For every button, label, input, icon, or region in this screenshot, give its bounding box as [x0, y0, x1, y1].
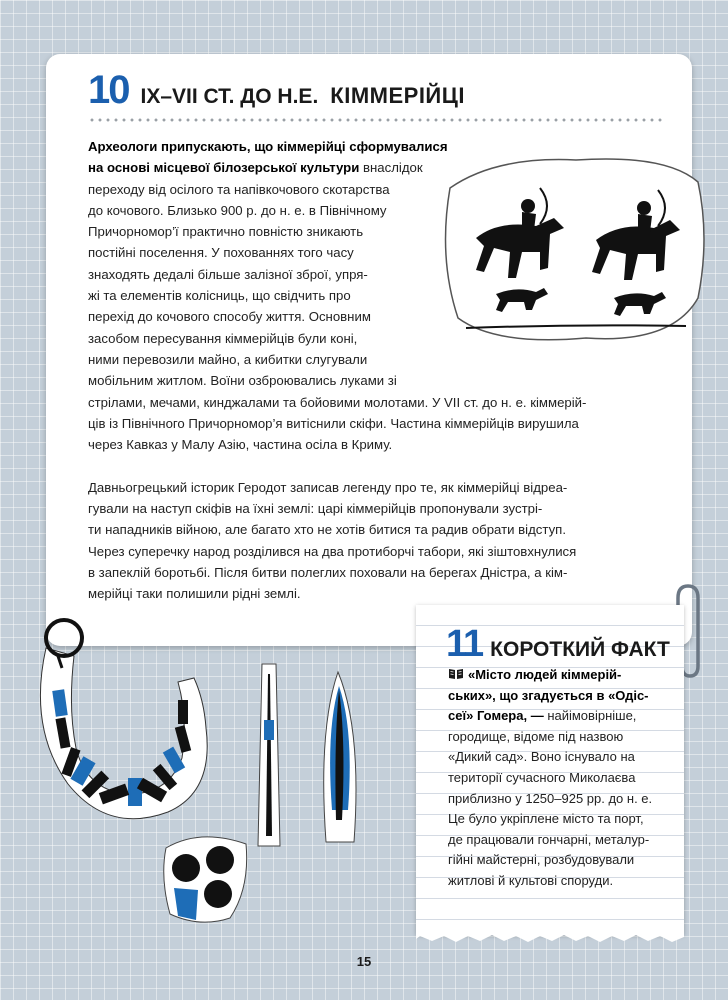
body-line: [88, 392, 668, 413]
fact-line: [448, 665, 684, 686]
body-line-text: ти нападників війною, але багато хто не хотів битися та радив обрати відступ.: [88, 522, 566, 538]
dotted-divider: [88, 118, 662, 122]
article-card: [46, 54, 692, 646]
fact-number: 11: [446, 623, 483, 665]
body-line-text: Причорномор’ї практично повністю зникають: [88, 224, 364, 240]
body-line: [88, 477, 668, 498]
body-line-text: в запеклій боротьбі. Після битви полеглих поховали на берегах Дністра, а кім-: [88, 564, 568, 580]
body-line-text: переходу від осілого та напівкочового скотарства: [88, 181, 390, 197]
body-line: [88, 413, 668, 434]
fact-line: [448, 747, 684, 768]
body-line-text: мерійці таки полишили рідні землі.: [88, 586, 301, 602]
body-line-text: через Кавказ у Малу Азію, частина осіла в Криму.: [88, 437, 393, 453]
body-line-text: Давньогрецький історик Геродот записав легенду про те, як кіммерійці відреа-: [88, 479, 568, 495]
bronze-buttons-artifact-illustration: [160, 828, 250, 928]
body-line: [88, 562, 668, 583]
section-number: 10: [88, 68, 129, 112]
body-line: [88, 370, 668, 391]
section-header: [88, 68, 648, 116]
body-line-text: перехід до кочового способу життя. Основним: [88, 309, 371, 325]
fact-line-text: «Дикий сад». Воно існувало на: [448, 749, 635, 765]
body-line-text: жі та елементів колісниць, що свідчить про: [88, 288, 351, 304]
body-line: [88, 519, 668, 540]
fact-header: [446, 623, 670, 666]
body-line-bold: Археологи припускають, що кіммерійці сформувалися: [88, 139, 448, 154]
torn-edge: [416, 933, 684, 943]
fact-line: [448, 809, 684, 830]
body-line: [88, 541, 668, 562]
body-line-text: постійні поселення. У похованнях того часу: [88, 245, 354, 261]
fact-line: [448, 706, 684, 727]
fact-line: [448, 789, 684, 810]
fact-line: [448, 768, 684, 789]
section-period: IX–VII СТ. ДО Н.Е.: [140, 85, 319, 108]
fact-line-bold: сеї» Гомера, —: [448, 708, 544, 724]
short-fact-card: [416, 605, 684, 935]
body-line-text: засобом пересування кіммерійців були коні,: [88, 330, 358, 346]
fact-line: [448, 871, 684, 892]
body-line-text: знаходять дедалі більше залізної зброї, упря-: [88, 266, 368, 282]
fact-line-text: гійні майстерні, розбудовували: [448, 852, 635, 868]
body-line-text: стрілами, мечами, кинджалами та бойовими молотами. У VII ст. до н. е. кіммерій-: [88, 394, 587, 410]
fact-line-bold: ських», що згадується в «Одіс-: [448, 687, 649, 703]
body-line: [88, 583, 668, 604]
body-line-text: ними перевозили майно, а кибитки слугували: [88, 351, 368, 367]
fact-line: [448, 686, 684, 707]
book-icon: [448, 668, 464, 680]
paragraph-gap: [88, 455, 668, 476]
fact-line-text: приблизно у 1250–925 рр. до н. е.: [448, 790, 653, 806]
fact-body: [448, 665, 684, 892]
bronze-rod-artifact-illustration: [252, 660, 286, 850]
body-line-text: ців із Північного Причорномор’я витіснили скіфи. Частина кіммерійців вирушила: [88, 415, 579, 431]
fact-line: [448, 727, 684, 748]
fact-line-text: найімовірніше,: [543, 708, 637, 724]
section-title: КІММЕРІЙЦІ: [330, 83, 465, 108]
fact-line-text: території сучасного Миколаєва: [448, 769, 636, 785]
horse-riders-illustration: [436, 148, 710, 350]
page-number: 15: [356, 954, 372, 969]
fact-line-bold: «Місто людей кіммерій-: [468, 667, 622, 682]
body-line-text: гували на наступ скіфів на їхні землі: царі кіммерійців пропонували зустрі-: [88, 501, 543, 517]
body-line-bold: на основі місцевої білозерської культури: [88, 160, 360, 176]
fact-line: [448, 830, 684, 851]
body-line: [88, 434, 668, 455]
fact-line: [448, 850, 684, 871]
arrowhead-artifact-illustration: [316, 670, 364, 846]
body-line-text: до кочового. Близько 900 р. до н. е. в Північному: [88, 202, 387, 218]
body-line: [88, 498, 668, 519]
fact-title: КОРОТКИЙ ФАКТ: [490, 638, 670, 661]
fact-line-text: де працювали гончарні, металур-: [448, 831, 650, 847]
fact-line-text: Це було укріплене місто та порт,: [448, 811, 644, 827]
fact-line-text: городище, відоме під назвою: [448, 728, 624, 744]
necklace-artifact-illustration: [28, 608, 218, 838]
body-line: [88, 349, 668, 370]
body-line-text: Через суперечку народ розділився на два протиборчі табори, які зіштовхнулися: [88, 543, 577, 559]
body-line-text: мобільним житлом. Воїни озброювались луками зі: [88, 373, 397, 389]
fact-line-text: житлові й культові споруди.: [448, 872, 614, 888]
body-line-text: внаслідок: [359, 160, 423, 176]
